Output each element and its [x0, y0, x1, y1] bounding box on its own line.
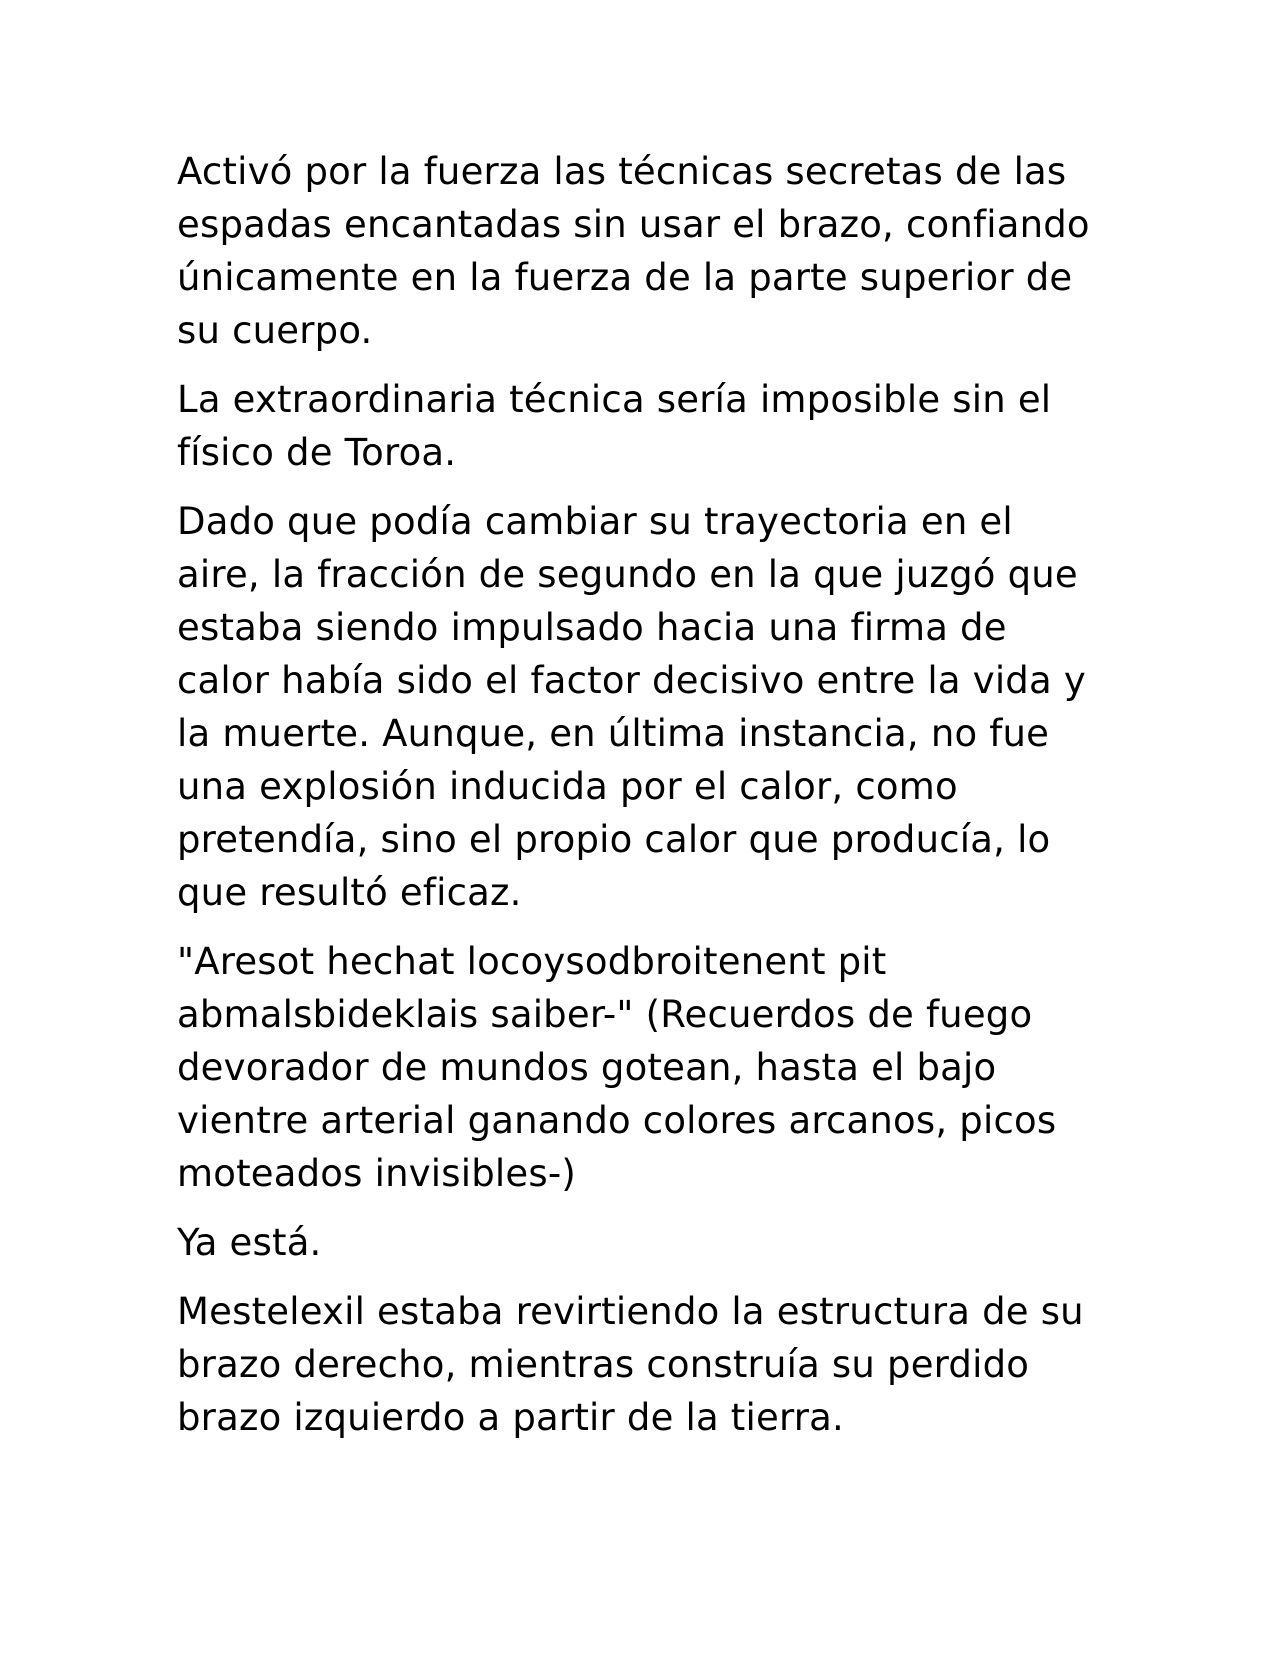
paragraph-3: Dado que podía cambiar su trayectoria en el aire, la fracción de segundo en la que juzgó que estaba siendo impulsado hacia una firma de calor había sido el factor decisivo entre la vida y la muerte. Aunque, en última instancia, no fue una explosión inducida por el calor, como pretendía, sino el propio calor que producía, lo que resultó eficaz.: [177, 500, 1086, 914]
paragraph-6: Mestelexil estaba revirtiendo la estructura de su brazo derecho, mientras construía su perdido brazo izquierdo a partir de la tierra.: [177, 1290, 1084, 1439]
paragraph-4: "Aresot hechat locoysodbroitenent pit abmalsbideklais saiber-" (Recuerdos de fuego devorador de mundos gotean, hasta el bajo vientre arterial ganando colores arcanos, picos moteados invisibles-): [177, 940, 1057, 1195]
paragraph-1: Activó por la fuerza las técnicas secretas de las espadas encantadas sin usar el brazo, confiando únicamente en la fuerza de la parte superior de su cuerpo.: [177, 150, 1090, 352]
paragraph-5: Ya está.: [177, 1221, 322, 1264]
paragraph-2: La extraordinaria técnica sería imposible sin el físico de Toroa.: [177, 378, 1052, 474]
document-page: [177, 145, 1097, 1460]
